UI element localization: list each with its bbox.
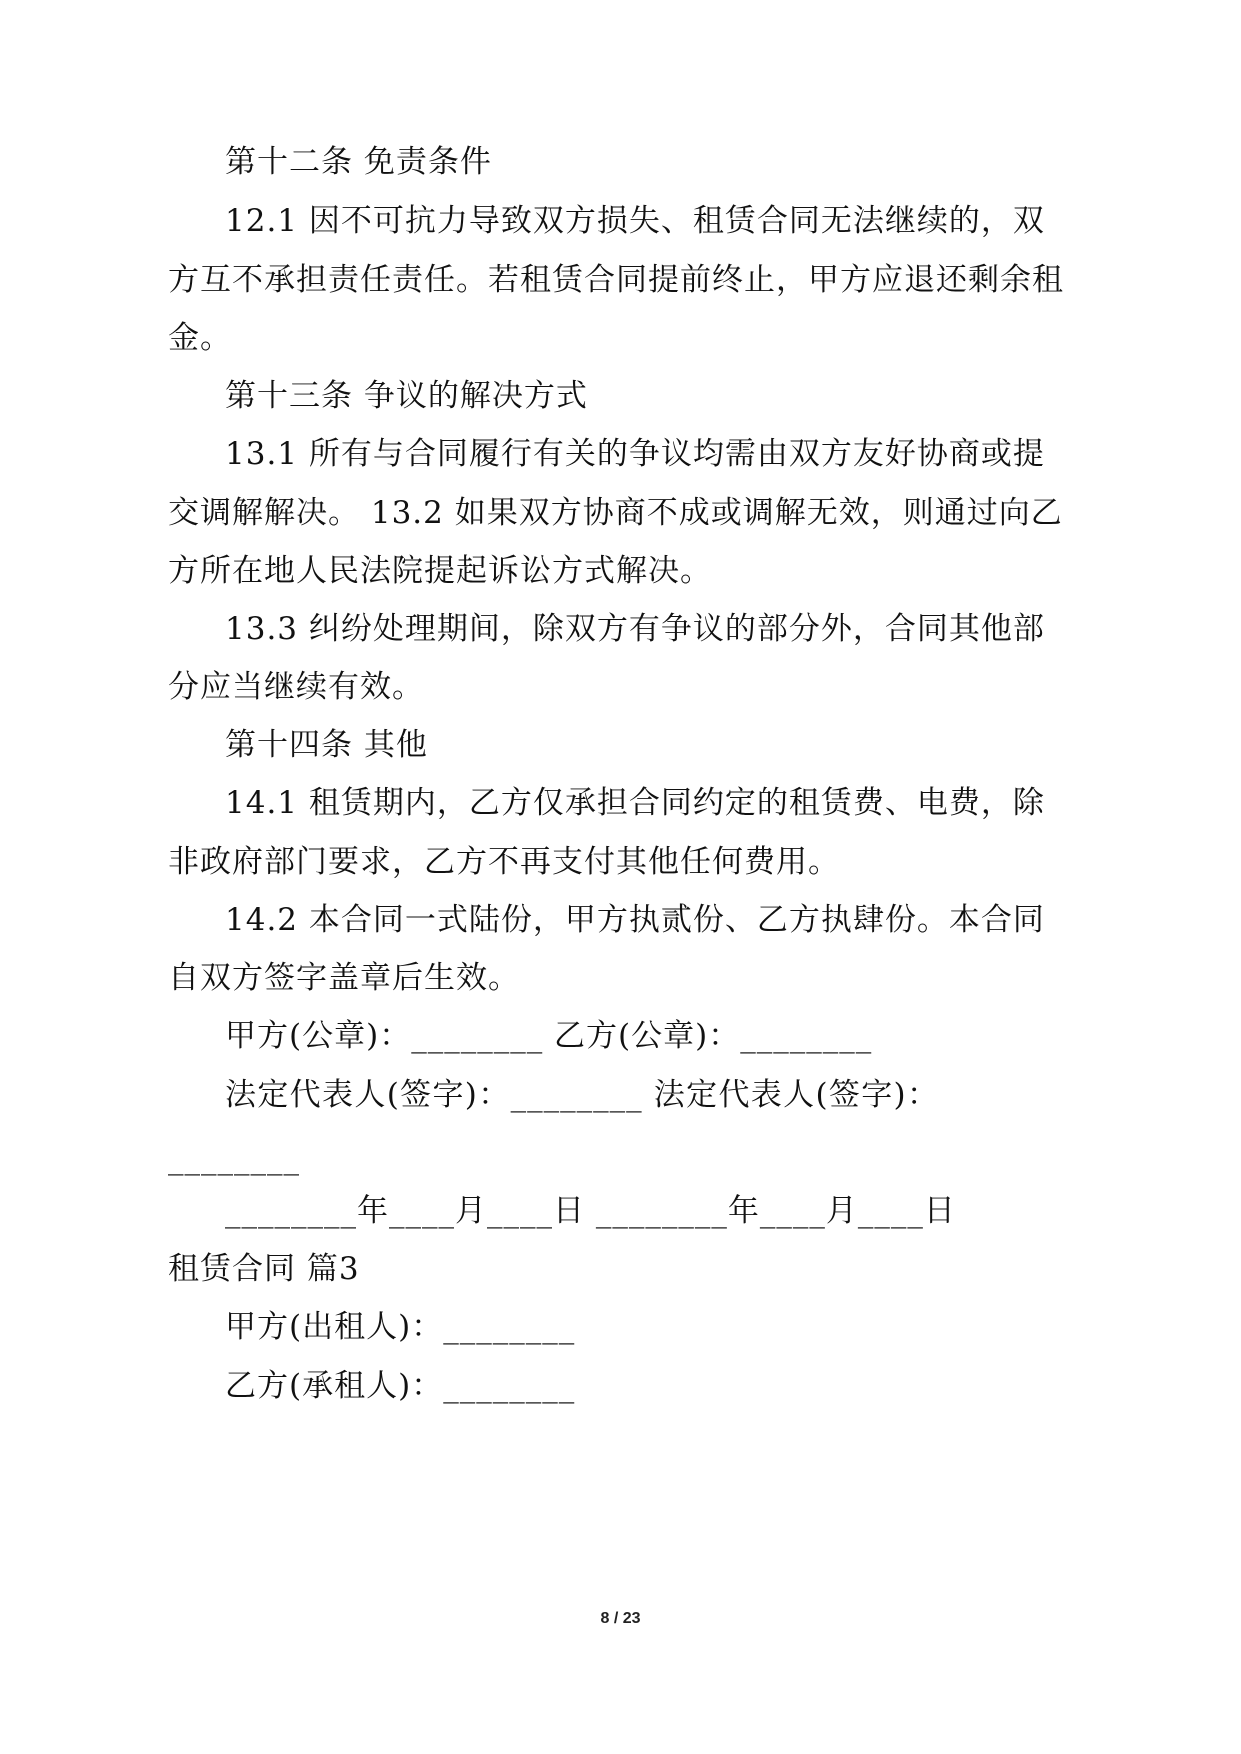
paragraph-line: 方互不承担责任责任。若租赁合同提前终止，甲方应退还剩余租 [168,262,1064,298]
signature-blank: ________ [168,1140,300,1176]
party-a-line: 甲方(出租人)：________ [225,1309,576,1345]
section-heading-12: 第十二条 免责条件 [225,144,492,180]
date-line: ________年____月____日 ________年____月____日 [225,1193,956,1229]
paragraph-line: 交调解解决。 13.2 如果双方协商不成或调解无效，则通过向乙 [168,495,1063,531]
section-heading-14: 第十四条 其他 [225,727,428,763]
paragraph-line: 非政府部门要求，乙方不再支付其他任何费用。 [168,844,840,880]
paragraph-line: 13.3 纠纷处理期间，除双方有争议的部分外，合同其他部 [225,611,1045,647]
section-heading-13: 第十三条 争议的解决方式 [225,378,588,414]
party-b-line: 乙方(承租人)：________ [225,1368,576,1404]
paragraph-line: 14.1 租赁期内，乙方仅承担合同约定的租赁费、电费，除 [225,785,1045,821]
paragraph-line: 金。 [168,320,232,356]
paragraph-line: 分应当继续有效。 [168,669,424,705]
paragraph-line: 方所在地人民法院提起诉讼方式解决。 [168,553,712,589]
paragraph-line: 14.2 本合同一式陆份，甲方执贰份、乙方执肆份。本合同 [225,902,1045,938]
paragraph-line: 12.1 因不可抗力导致双方损失、租赁合同无法继续的，双 [225,203,1045,239]
signature-line-seal: 甲方(公章)：________ 乙方(公章)：________ [225,1018,873,1054]
contract-title: 租赁合同 篇3 [168,1251,360,1287]
paragraph-line: 自双方签字盖章后生效。 [168,960,520,996]
paragraph-line: 13.1 所有与合同履行有关的争议均需由双方友好协商或提 [225,436,1045,472]
signature-line-representative: 法定代表人(签字)：________ 法定代表人(签字)： [225,1077,939,1113]
page-number: 8 / 23 [600,1610,641,1627]
